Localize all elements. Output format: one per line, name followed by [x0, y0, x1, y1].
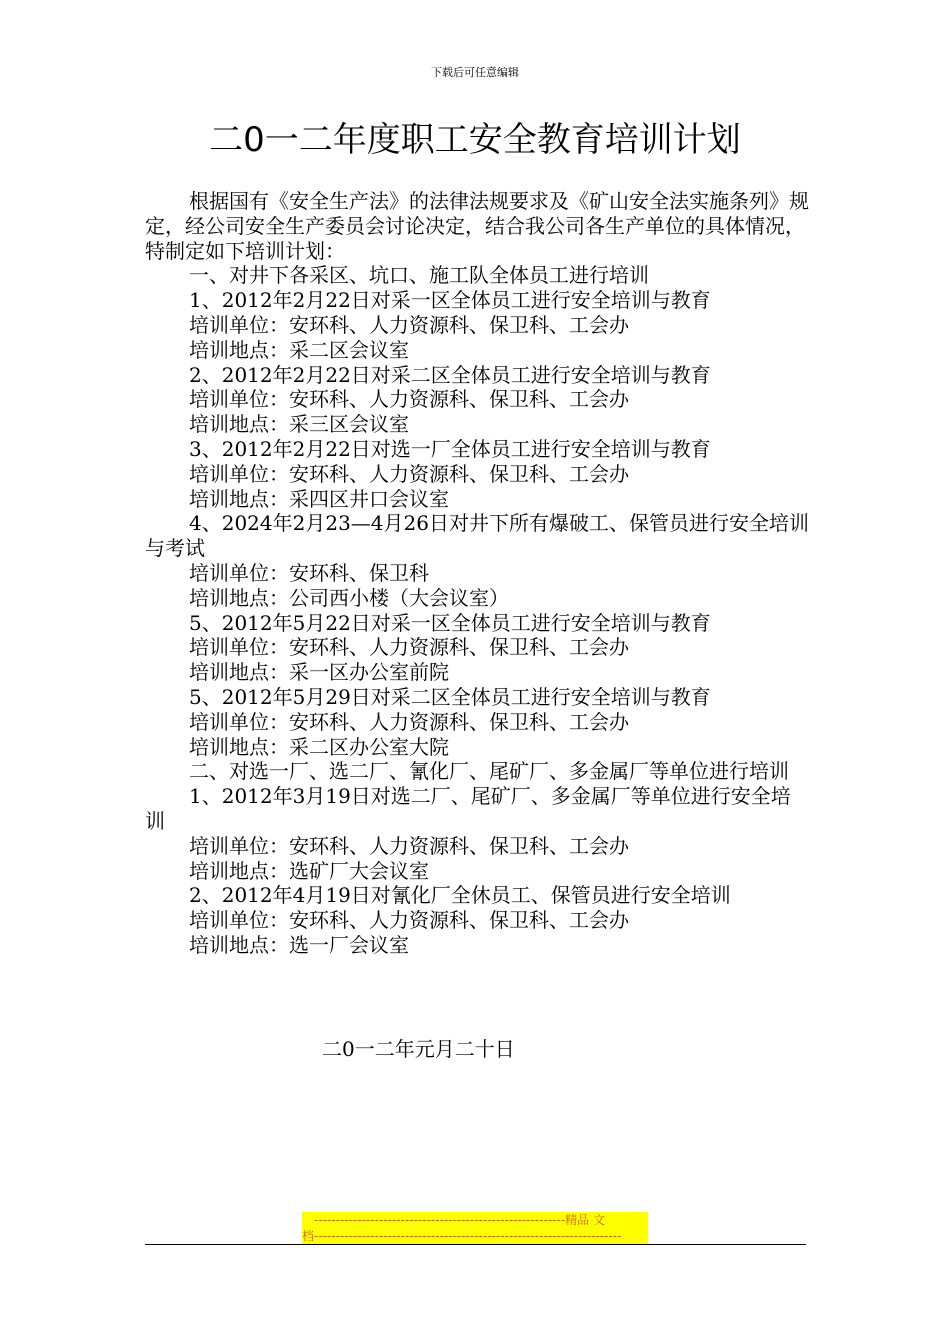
paragraph: 1、2012年2月22日对采一区全体员工进行安全培训与教育 [189, 288, 711, 313]
footer-banner [302, 1212, 648, 1244]
paragraph: 5、2012年5月22日对采一区全体员工进行安全培训与教育 [189, 610, 711, 635]
paragraph: 2、2012年2月22日对采二区全体员工进行安全培训与教育 [189, 362, 711, 387]
document-body [145, 189, 810, 958]
footer-banner-line [302, 1228, 648, 1244]
paragraph: 培训地点：选矿厂大会议室 [189, 858, 429, 883]
paragraph: 1、2012年3月19日对选二厂、尾矿厂、多金属厂等单位进行安全培训 [145, 784, 791, 833]
paragraph: 培训单位：安环科、人力资源科、保卫科、工会办 [189, 908, 629, 933]
paragraph: 培训单位：安环科、人力资源科、保卫科、工会办 [189, 461, 629, 486]
document-date: 二0一二年元月二十日 [322, 1037, 515, 1061]
paragraph: 培训地点：选一厂会议室 [189, 932, 409, 957]
paragraph: 培训单位：安环科、人力资源科、保卫科、工会办 [189, 387, 629, 412]
paragraph: 培训单位：安环科、人力资源科、保卫科、工会办 [189, 635, 629, 660]
paragraph: 5、2012年5月29日对采二区全体员工进行安全培训与教育 [189, 684, 711, 709]
paragraph: 培训地点：采四区井口会议室 [189, 486, 449, 511]
paragraph: 4、2024年2月23—4月26日对井下所有爆破工、保管员进行安全培训与考试 [145, 511, 809, 561]
paragraph: 培训地点：公司西小楼（大会议室） [189, 585, 509, 610]
paragraph: 一、对井下各采区、坑口、施工队全体员工进行培训 [189, 263, 649, 288]
paragraph: 2、2012年4月19日对氰化厂全休员工、保管员进行安全培训 [189, 883, 731, 908]
footer-banner-text: 档----------------------------------------------------------------------- [302, 1229, 622, 1243]
footer-banner-line [302, 1212, 648, 1228]
paragraph: 培训单位：安环科、人力资源科、保卫科、工会办 [189, 312, 629, 337]
paragraph: 培训地点：采二区办公室大院 [189, 734, 449, 759]
paragraph: 培训单位：安环科、人力资源科、保卫科、工会办 [189, 709, 629, 734]
footer-banner-text: ----------------------------------------------------------精品 文 [314, 1213, 605, 1227]
paragraph: 培训地点：采二区会议室 [189, 337, 409, 362]
footer-divider [145, 1244, 806, 1245]
header-note: 下载后可任意编辑 [431, 66, 519, 79]
paragraph: 培训单位：安环科、保卫科 [189, 560, 429, 585]
paragraph: 培训地点：采一区办公室前院 [189, 660, 449, 685]
paragraph: 根据国有《安全生产法》的法律法规要求及《矿山安全法实施条列》规定，经公司安全生产委员会讨论决定，结合我公司各生产单位的具体情况，特制定如下培训计划： [145, 189, 809, 263]
paragraph: 二、对选一厂、选二厂、氰化厂、尾矿厂、多金属厂等单位进行培训 [189, 759, 789, 784]
document-title: 二0一二年度职工安全教育培训计划 [209, 120, 741, 160]
paragraph: 3、2012年2月22日对选一厂全体员工进行安全培训与教育 [189, 436, 711, 461]
paragraph: 培训单位：安环科、人力资源科、保卫科、工会办 [189, 833, 629, 858]
paragraph: 培训地点：采三区会议室 [189, 412, 409, 437]
